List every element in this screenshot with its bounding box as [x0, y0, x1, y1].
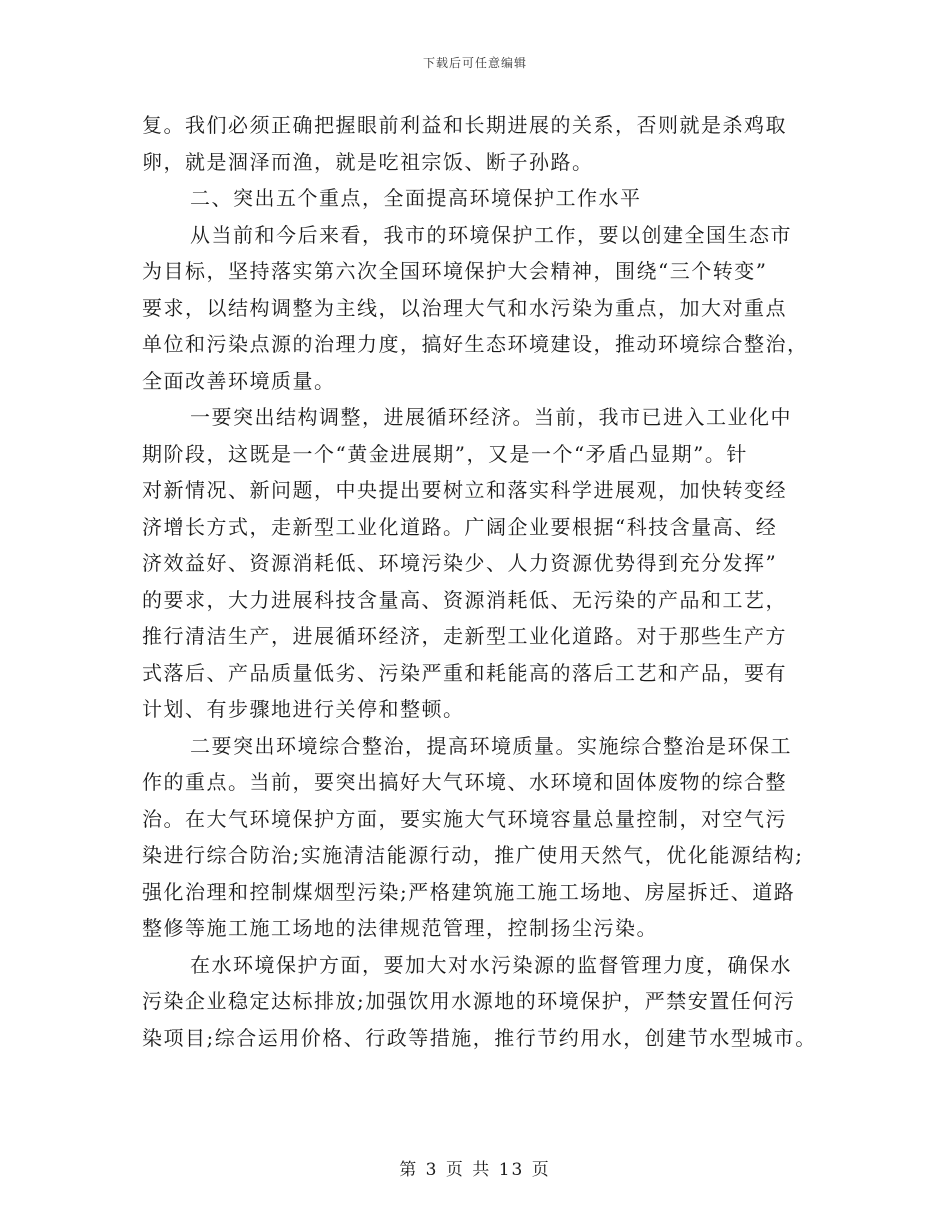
text-line: 作的重点。当前，要突出搞好大气环境、水环境和固体废物的综合整	[142, 770, 787, 794]
text-line: 为目标，坚持落实第六次全国环境保护大会精神，围绕“三个转变”	[142, 259, 768, 283]
text-line: 对新情况、新问题，中央提出要树立和落实科学进展观，加快转变经	[142, 478, 787, 502]
text-line: 计划、有步骤地进行关停和整顿。	[142, 697, 465, 721]
text-line: 卵，就是涸泽而渔，就是吃祖宗饭、断子孙路。	[142, 149, 594, 174]
text-line: 推行清洁生产，进展循环经济，走新型工业化道路。对于那些生产方	[142, 624, 787, 648]
text-line: 式落后、产品质量低劣、污染严重和耗能高的落后工艺和产品，要有	[142, 660, 787, 685]
text-line: 期阶段，这既是一个“黄金进展期”，又是一个“矛盾凸显期”。针	[142, 441, 748, 466]
text-line: 济增长方式，走新型工业化道路。广阔企业要根据“科技含量高、经	[142, 514, 778, 539]
page-header: 下载后可任意编辑	[422, 56, 527, 70]
text-line: 污染企业稳定达标排放;加强饮用水源地的环境保护，严禁安置任何污	[142, 989, 796, 1013]
text-line: 染项目;综合运用价格、行政等措施，推行节约用水，创建节水型城市。	[142, 1025, 817, 1050]
text-line: 整修等施工施工场地的法律规范管理，控制扬尘污染。	[142, 916, 658, 940]
text-line: 二要突出环境综合整治，提高环境质量。实施综合整治是环保工	[190, 733, 792, 758]
text-line: 济效益好、资源消耗低、环境污染少、人力资源优势得到充分发挥”	[142, 551, 778, 575]
text-line: 治。在大气环境保护方面，要实施大气环境容量总量控制，对空气污	[142, 806, 787, 831]
text-line: 要求，以结构调整为主线，以治理大气和水污染为重点，加大对重点	[142, 295, 787, 320]
text-line: 二、突出五个重点，全面提高环境保护工作水平	[190, 186, 642, 210]
text-line: 染进行综合防治;实施清洁能源行动，推广使用天然气，优化能源结构;	[142, 843, 804, 867]
text-line: 从当前和今后来看，我市的环境保护工作，要以创建全国生态市	[190, 222, 792, 247]
text-line: 强化治理和控制煤烟型污染;严格建筑施工施工场地、房屋拆迁、道路	[142, 879, 796, 904]
text-line: 复。我们必须正确把握眼前利益和长期进展的关系，否则就是杀鸡取	[142, 113, 787, 137]
document-body	[142, 107, 822, 1056]
text-line: 一要突出结构调整，进展循环经济。当前，我市已进入工业化中	[190, 405, 792, 429]
text-line: 在水环境保护方面，要加大对水污染源的监督管理力度，确保水	[190, 952, 792, 977]
text-line: 全面改善环境质量。	[142, 368, 336, 393]
text-line: 的要求，大力进展科技含量高、资源消耗低、无污染的产品和工艺，	[142, 587, 787, 612]
page-number: 第 3 页 共 13 页	[399, 1160, 551, 1180]
text-line: 单位和污染点源的治理力度，搞好生态环境建设，推动环境综合整治，	[142, 332, 809, 356]
